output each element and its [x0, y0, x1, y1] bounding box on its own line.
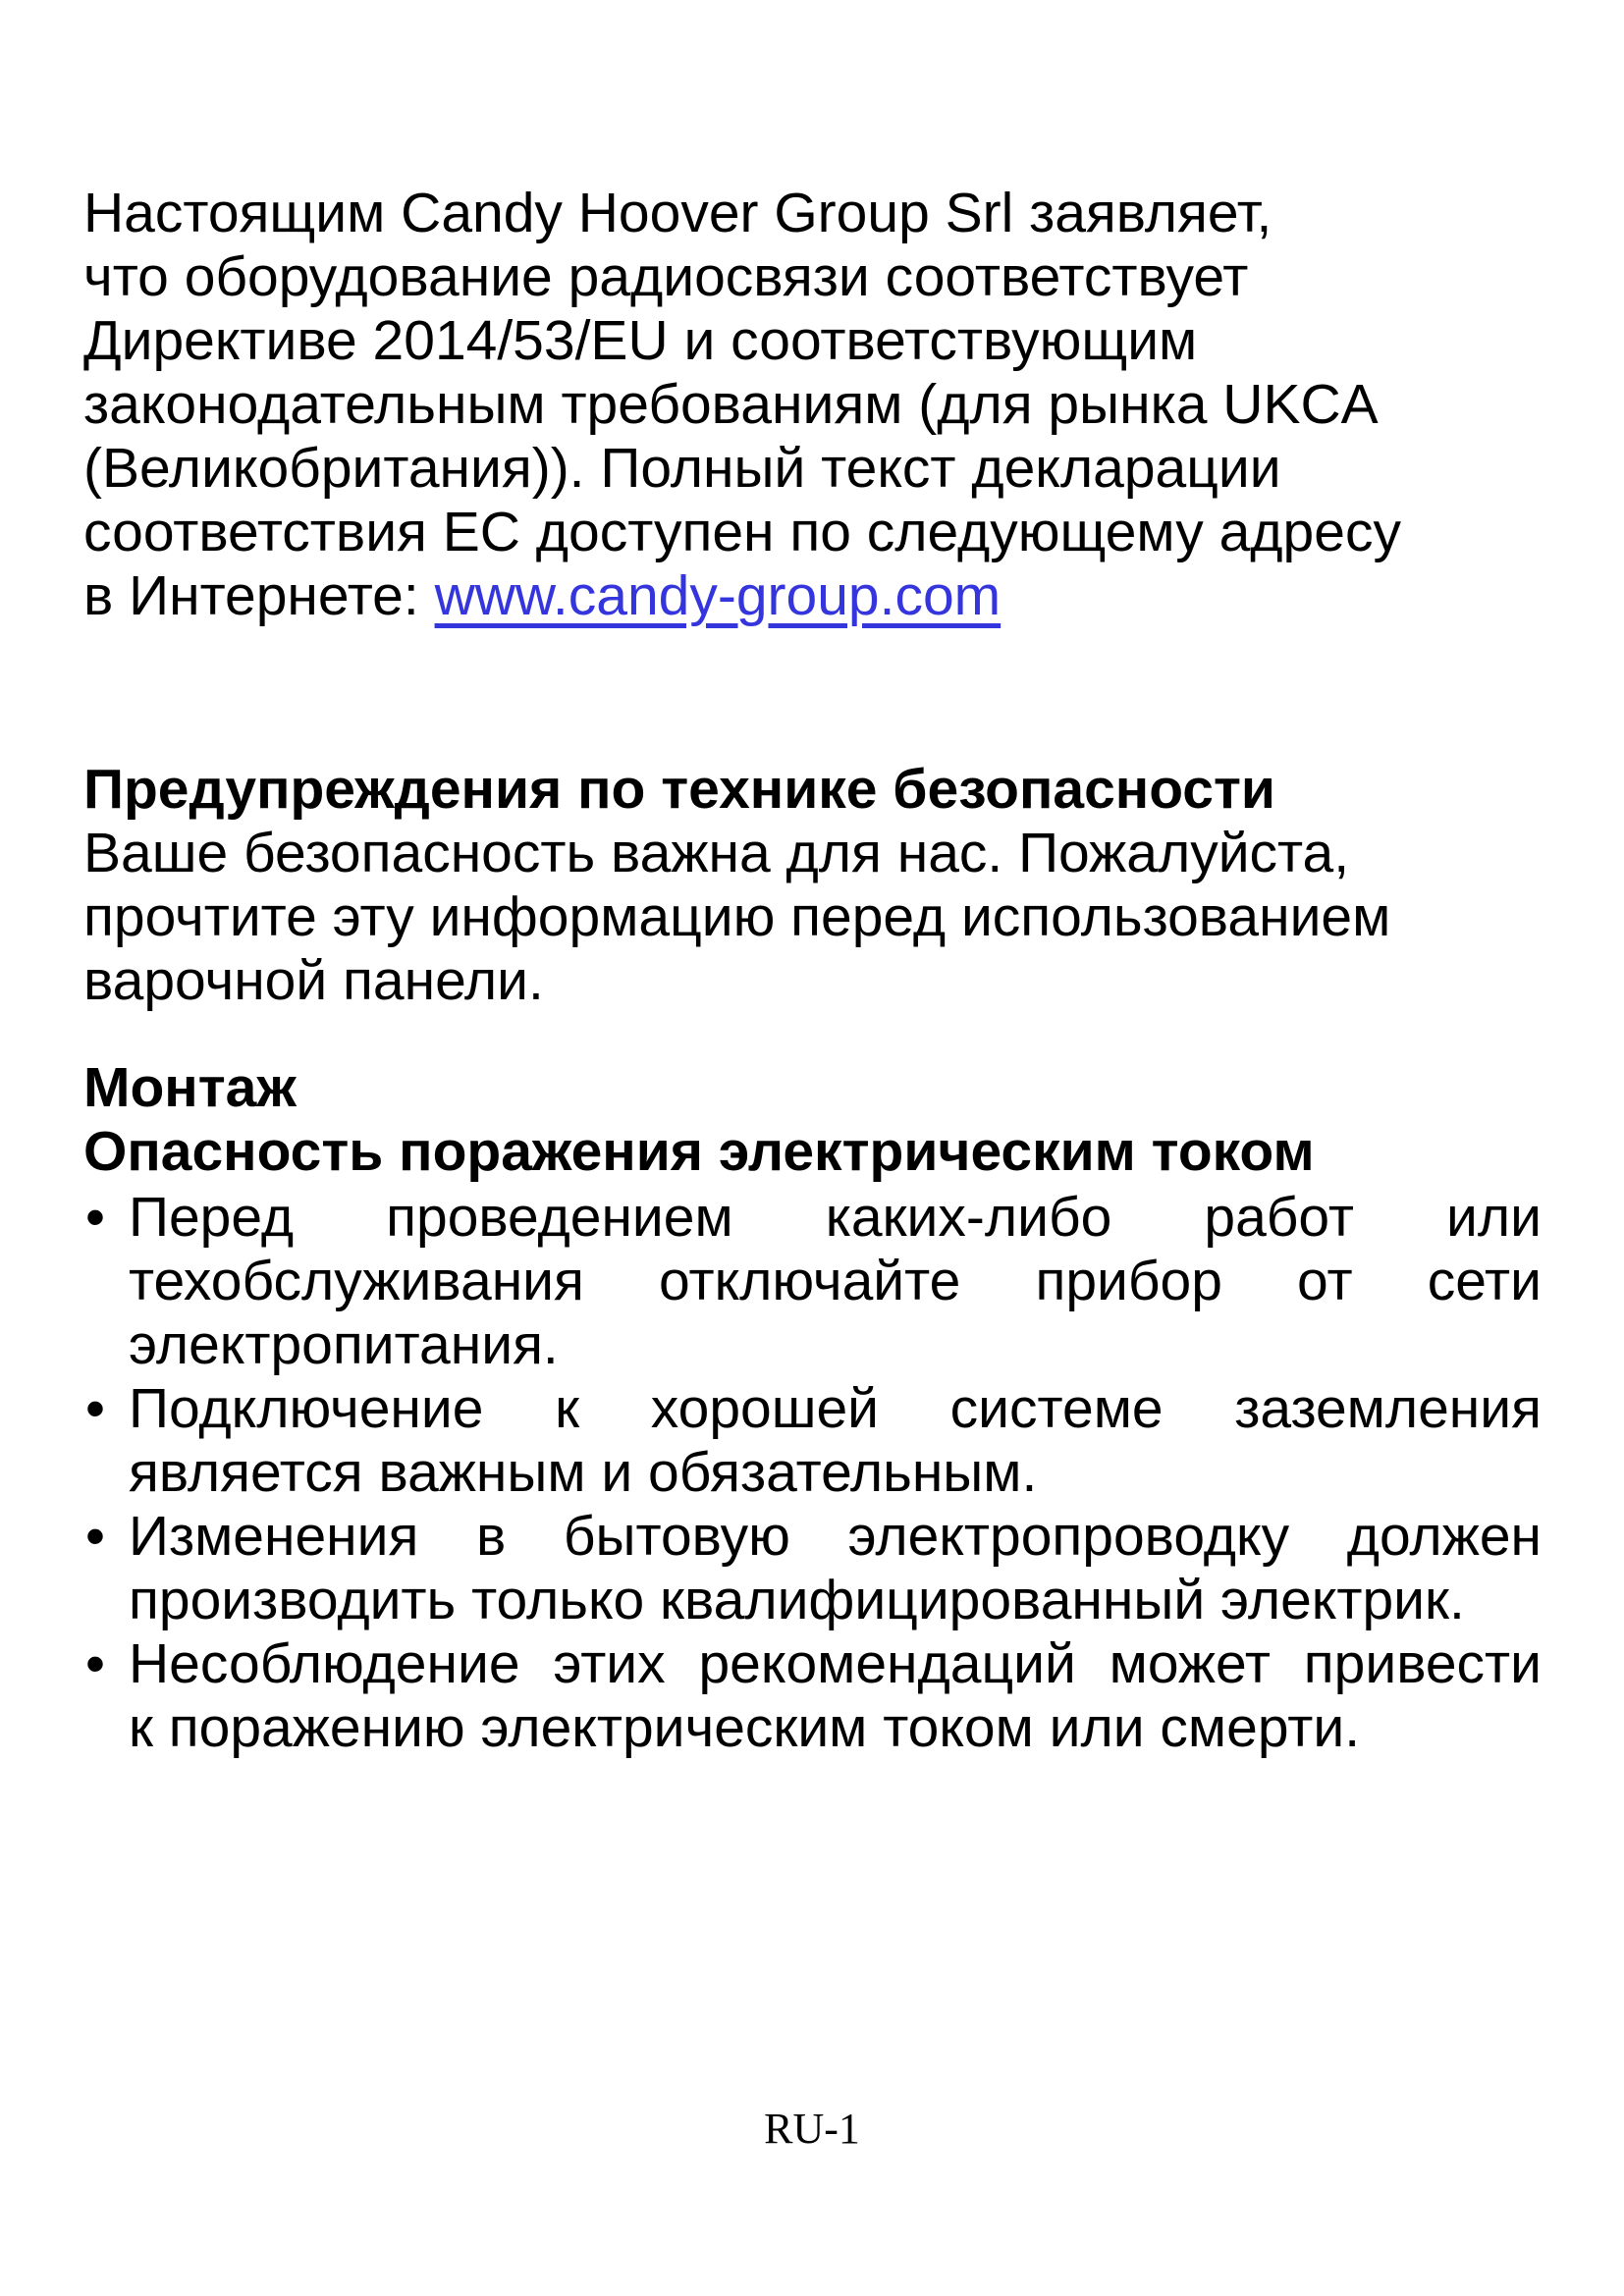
electric-shock-heading: Опасность поражения электрическим током: [83, 1120, 1315, 1183]
text-line: производить только квалифицированный электрик.: [129, 1569, 1465, 1631]
safety-bullet-list: [83, 1186, 1542, 1760]
text-line: что оборудование радиосвязи соответствует: [83, 245, 1249, 308]
text-line: Настоящим Candy Hoover Group Srl заявляет,: [83, 182, 1272, 244]
text-line: электропитания.: [129, 1313, 559, 1376]
safety-warnings-heading: Предупреждения по технике безопасности: [83, 758, 1275, 821]
text-line: законодательным требованиям (для рынка UKCA: [83, 373, 1379, 436]
declaration-paragraph: [83, 182, 1542, 628]
text-line: (Великобритания)). Полный текст декларации: [83, 437, 1281, 500]
bullet-item: [83, 1632, 1542, 1760]
page-number: RU-1: [764, 2105, 860, 2153]
text-line: Директиве 2014/53/EU и соответствующим: [83, 309, 1198, 372]
text-line: к поражению электрическим током или смерти.: [129, 1696, 1361, 1759]
text-line: прочтите эту информацию перед использованием: [83, 885, 1391, 948]
text-line: Ваше безопасность важна для нас. Пожалуйста,: [83, 822, 1350, 884]
text-line: Несоблюдение этих рекомендаций может привести: [129, 1632, 1542, 1695]
text-line: Перед проведением каких-либо работ или: [129, 1186, 1542, 1249]
bullet-dot-icon: •: [85, 1632, 105, 1695]
declaration-lines: [83, 182, 1542, 564]
bullet-item: [83, 1505, 1542, 1632]
text-line: Подключение к хорошей системе заземления: [129, 1377, 1542, 1440]
installation-heading: Монтаж: [83, 1056, 297, 1119]
bullet-item: [83, 1186, 1542, 1377]
text-line: соответствия ЕС доступен по следующему адресу: [83, 501, 1401, 563]
text-line: варочной панели.: [83, 949, 544, 1012]
text-line: техобслуживания отключайте прибор от сети: [129, 1250, 1542, 1312]
text-line: является важным и обязательным.: [129, 1441, 1038, 1504]
page-content: [83, 0, 1542, 1760]
bullet-dot-icon: •: [85, 1186, 105, 1249]
bullet-dot-icon: •: [85, 1505, 105, 1568]
text-line: Изменения в бытовую электропроводку должен: [129, 1505, 1542, 1568]
internet-label: в Интернете:: [83, 564, 435, 627]
candy-group-link[interactable]: www.candy-group.com: [434, 564, 1001, 627]
declaration-last-line: [83, 564, 1542, 628]
bullet-dot-icon: •: [85, 1377, 105, 1440]
bullet-item: [83, 1377, 1542, 1505]
safety-intro-paragraph: [83, 822, 1542, 1013]
